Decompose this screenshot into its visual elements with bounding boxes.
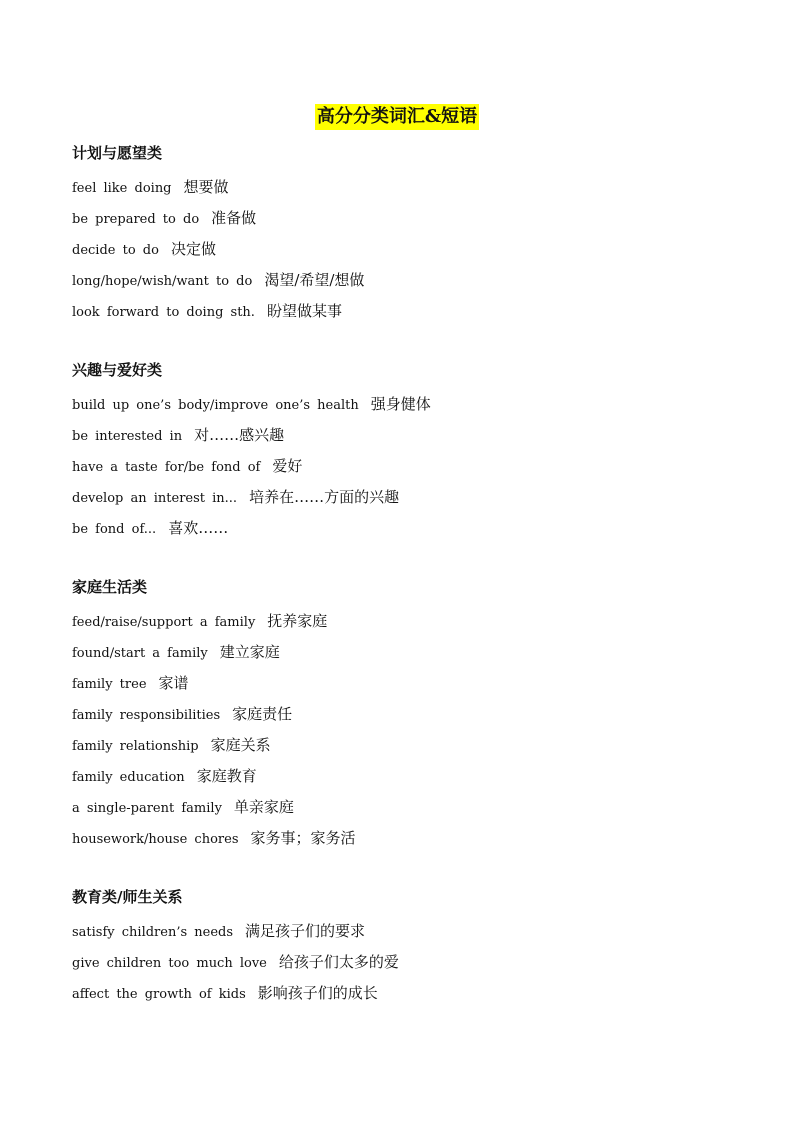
phrase-english: satisfy children’s needs: [72, 925, 234, 940]
phrase-chinese: 家谱: [158, 674, 189, 692]
phrase-item: [72, 636, 752, 667]
phrase-item: [72, 171, 752, 202]
phrase-english: family responsibilities: [72, 708, 221, 723]
phrase-english: give children too much love: [72, 956, 267, 971]
phrase-english: look forward to doing sth.: [72, 305, 255, 320]
phrase-item: [72, 822, 752, 853]
phrase-item: [72, 760, 752, 791]
phrase-chinese: 家庭责任: [232, 705, 293, 723]
phrase-english: build up one’s body/improve one’s health: [72, 398, 359, 413]
phrase-chinese: 家庭教育: [196, 767, 257, 785]
phrase-english: have a taste for/be fond of: [72, 460, 261, 475]
phrase-item: [72, 946, 752, 977]
phrase-item: [72, 791, 752, 822]
phrase-english: feel like doing: [72, 181, 172, 196]
phrase-item: [72, 295, 752, 326]
phrase-item: [72, 450, 752, 481]
phrase-chinese: 渴望/希望/想做: [264, 271, 365, 289]
phrase-english: housework/house chores: [72, 832, 239, 847]
phrase-item: [72, 481, 752, 512]
section-heading: 教育类/师生关系: [72, 888, 183, 906]
phrase-chinese: 建立家庭: [219, 643, 280, 661]
phrase-chinese: 抚养家庭: [267, 612, 328, 630]
phrase-english: long/hope/wish/want to do: [72, 274, 253, 289]
phrase-english: family tree: [72, 677, 147, 692]
phrase-chinese: 强身健体: [370, 395, 431, 413]
phrase-item: [72, 264, 752, 295]
phrase-item: [72, 729, 752, 760]
phrase-item: [72, 512, 752, 543]
phrase-chinese: 家务事；家务活: [250, 829, 356, 847]
phrase-item: [72, 202, 752, 233]
phrase-item: [72, 233, 752, 264]
phrase-english: affect the growth of kids: [72, 987, 246, 1002]
phrase-english: family education: [72, 770, 185, 785]
phrase-item: [72, 419, 752, 450]
phrase-chinese: 盼望做某事: [266, 302, 342, 320]
title-container: [0, 104, 794, 130]
phrase-item: [72, 388, 752, 419]
phrase-item: [72, 667, 752, 698]
section: [72, 140, 752, 326]
phrase-chinese: 培养在……方面的兴趣: [249, 488, 400, 506]
phrase-chinese: 想要做: [183, 178, 229, 196]
phrase-english: decide to do: [72, 243, 159, 258]
phrase-english: found/start a family: [72, 646, 208, 661]
phrase-item: [72, 977, 752, 1008]
section: [72, 884, 752, 1008]
phrase-english: be prepared to do: [72, 212, 200, 227]
phrase-chinese: 家庭关系: [210, 736, 271, 754]
phrase-item: [72, 605, 752, 636]
vocabulary-list: [72, 140, 752, 1008]
section: [72, 357, 752, 543]
phrase-english: be fond of...: [72, 522, 157, 537]
phrase-chinese: 给孩子们太多的爱: [278, 953, 399, 971]
phrase-item: [72, 698, 752, 729]
phrase-chinese: 决定做: [170, 240, 216, 258]
phrase-chinese: 爱好: [272, 457, 303, 475]
phrase-chinese: 影响孩子们的成长: [257, 984, 378, 1002]
section: [72, 574, 752, 853]
phrase-chinese: 对……感兴趣: [194, 426, 285, 444]
page-title: 高分分类词汇&短语: [315, 104, 479, 130]
phrase-english: family relationship: [72, 739, 199, 754]
phrase-chinese: 准备做: [211, 209, 257, 227]
phrase-chinese: 单亲家庭: [233, 798, 294, 816]
phrase-chinese: 喜欢……: [168, 519, 229, 537]
phrase-chinese: 满足孩子们的要求: [245, 922, 366, 940]
section-heading: 家庭生活类: [72, 578, 148, 596]
phrase-english: a single-parent family: [72, 801, 222, 816]
phrase-english: develop an interest in...: [72, 491, 238, 506]
phrase-item: [72, 915, 752, 946]
section-heading: 计划与愿望类: [72, 144, 163, 162]
phrase-english: be interested in: [72, 429, 183, 444]
phrase-english: feed/raise/support a family: [72, 615, 256, 630]
section-heading: 兴趣与爱好类: [72, 361, 163, 379]
